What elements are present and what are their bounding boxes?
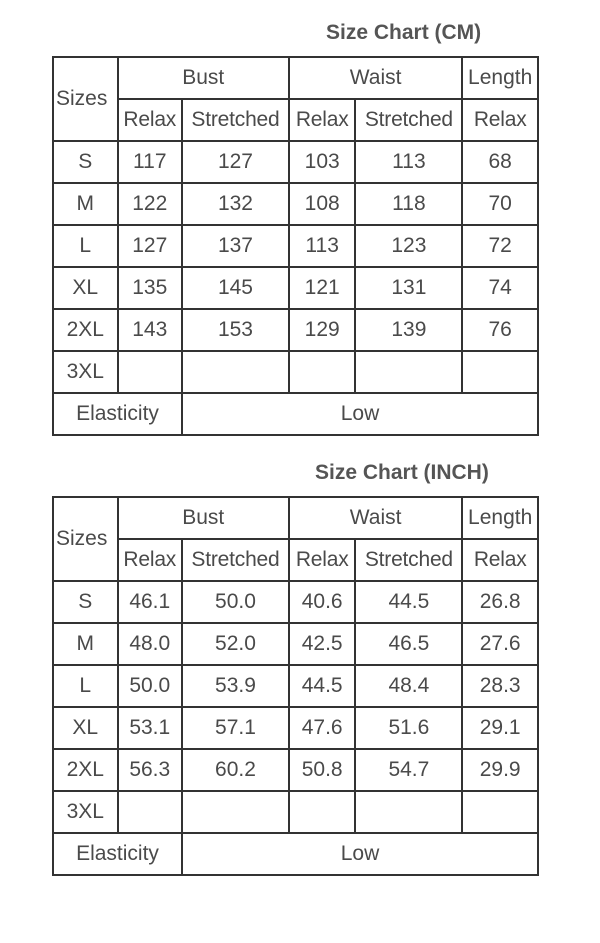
- waist-relax-cell: [289, 351, 356, 393]
- bust-relax-cell: 122: [118, 183, 183, 225]
- table-row: [53, 623, 538, 665]
- table-row: [53, 309, 538, 351]
- waist-stretched-header: Stretched: [355, 539, 462, 581]
- waist-stretched-cell: 46.5: [355, 623, 462, 665]
- size-chart-cm-table: [52, 56, 539, 436]
- table-row: [53, 225, 538, 267]
- bust-relax-cell: 127: [118, 225, 183, 267]
- length-relax-cell: 27.6: [462, 623, 538, 665]
- bust-relax-cell: 143: [118, 309, 183, 351]
- waist-stretched-cell: 123: [355, 225, 462, 267]
- subheader-row: [53, 539, 538, 581]
- waist-stretched-cell: 118: [355, 183, 462, 225]
- bust-relax-cell: 117: [118, 141, 183, 183]
- elasticity-value: Low: [182, 833, 538, 875]
- bust-relax-cell: [118, 351, 183, 393]
- elasticity-row: [53, 833, 538, 875]
- waist-relax-cell: 42.5: [289, 623, 356, 665]
- bust-stretched-cell: 127: [182, 141, 289, 183]
- bust-relax-cell: 46.1: [118, 581, 183, 623]
- bust-stretched-cell: 53.9: [182, 665, 289, 707]
- bust-stretched-cell: 50.0: [182, 581, 289, 623]
- table-row: [53, 665, 538, 707]
- waist-stretched-cell: 113: [355, 141, 462, 183]
- length-header: Length: [462, 57, 538, 99]
- elasticity-label: Elasticity: [53, 833, 182, 875]
- table-row: [53, 791, 538, 833]
- size-label: XL: [53, 267, 118, 309]
- size-label: 3XL: [53, 351, 118, 393]
- waist-stretched-cell: 48.4: [355, 665, 462, 707]
- bust-header: Bust: [118, 57, 289, 99]
- length-relax-cell: 26.8: [462, 581, 538, 623]
- bust-relax-cell: 50.0: [118, 665, 183, 707]
- waist-stretched-cell: [355, 351, 462, 393]
- waist-relax-cell: 40.6: [289, 581, 356, 623]
- bust-stretched-cell: 145: [182, 267, 289, 309]
- elasticity-row: [53, 393, 538, 435]
- size-chart-inch-title: Size Chart (INCH): [315, 461, 489, 484]
- sizes-header: Sizes: [53, 497, 118, 581]
- size-label: 2XL: [53, 749, 118, 791]
- waist-relax-cell: 44.5: [289, 665, 356, 707]
- elasticity-value: Low: [182, 393, 538, 435]
- length-relax-cell: 72: [462, 225, 538, 267]
- length-relax-header: Relax: [462, 539, 538, 581]
- waist-stretched-cell: 51.6: [355, 707, 462, 749]
- table-row: [53, 183, 538, 225]
- waist-relax-header: Relax: [289, 99, 356, 141]
- bust-relax-cell: [118, 791, 183, 833]
- group-header-row: [53, 57, 538, 99]
- waist-relax-cell: 113: [289, 225, 356, 267]
- waist-relax-cell: 129: [289, 309, 356, 351]
- length-relax-cell: 76: [462, 309, 538, 351]
- size-label: L: [53, 665, 118, 707]
- bust-stretched-cell: 60.2: [182, 749, 289, 791]
- waist-relax-cell: 50.8: [289, 749, 356, 791]
- bust-relax-cell: 48.0: [118, 623, 183, 665]
- size-chart-cm-title: Size Chart (CM): [326, 21, 482, 44]
- subheader-row: [53, 99, 538, 141]
- length-relax-header: Relax: [462, 99, 538, 141]
- length-relax-cell: 29.9: [462, 749, 538, 791]
- size-chart-inch-table: [52, 496, 539, 876]
- waist-stretched-cell: 131: [355, 267, 462, 309]
- table-row: [53, 749, 538, 791]
- length-header: Length: [462, 497, 538, 539]
- waist-stretched-cell: 44.5: [355, 581, 462, 623]
- table-row: [53, 351, 538, 393]
- bust-relax-header: Relax: [118, 99, 183, 141]
- waist-relax-cell: 121: [289, 267, 356, 309]
- bust-stretched-header: Stretched: [182, 99, 289, 141]
- waist-relax-cell: 103: [289, 141, 356, 183]
- elasticity-label: Elasticity: [53, 393, 182, 435]
- size-label: 2XL: [53, 309, 118, 351]
- bust-stretched-cell: 52.0: [182, 623, 289, 665]
- size-label: M: [53, 183, 118, 225]
- bust-relax-cell: 56.3: [118, 749, 183, 791]
- waist-stretched-cell: 139: [355, 309, 462, 351]
- bust-stretched-cell: [182, 791, 289, 833]
- bust-relax-cell: 53.1: [118, 707, 183, 749]
- sizes-header: Sizes: [53, 57, 118, 141]
- size-label: S: [53, 581, 118, 623]
- waist-relax-cell: [289, 791, 356, 833]
- table-row: [53, 707, 538, 749]
- size-label: XL: [53, 707, 118, 749]
- bust-stretched-cell: 57.1: [182, 707, 289, 749]
- table-row: [53, 267, 538, 309]
- size-label: M: [53, 623, 118, 665]
- length-relax-cell: 74: [462, 267, 538, 309]
- bust-relax-header: Relax: [118, 539, 183, 581]
- bust-stretched-header: Stretched: [182, 539, 289, 581]
- bust-stretched-cell: 153: [182, 309, 289, 351]
- size-label: L: [53, 225, 118, 267]
- waist-stretched-header: Stretched: [355, 99, 462, 141]
- waist-relax-header: Relax: [289, 539, 356, 581]
- waist-header: Waist: [289, 497, 462, 539]
- table-row: [53, 141, 538, 183]
- bust-stretched-cell: 132: [182, 183, 289, 225]
- length-relax-cell: 68: [462, 141, 538, 183]
- bust-stretched-cell: [182, 351, 289, 393]
- group-header-row: [53, 497, 538, 539]
- length-relax-cell: [462, 791, 538, 833]
- length-relax-cell: 70: [462, 183, 538, 225]
- length-relax-cell: 29.1: [462, 707, 538, 749]
- waist-stretched-cell: 54.7: [355, 749, 462, 791]
- bust-header: Bust: [118, 497, 289, 539]
- waist-relax-cell: 47.6: [289, 707, 356, 749]
- bust-stretched-cell: 137: [182, 225, 289, 267]
- length-relax-cell: [462, 351, 538, 393]
- waist-relax-cell: 108: [289, 183, 356, 225]
- waist-header: Waist: [289, 57, 462, 99]
- size-label: S: [53, 141, 118, 183]
- length-relax-cell: 28.3: [462, 665, 538, 707]
- waist-stretched-cell: [355, 791, 462, 833]
- size-label: 3XL: [53, 791, 118, 833]
- bust-relax-cell: 135: [118, 267, 183, 309]
- table-row: [53, 581, 538, 623]
